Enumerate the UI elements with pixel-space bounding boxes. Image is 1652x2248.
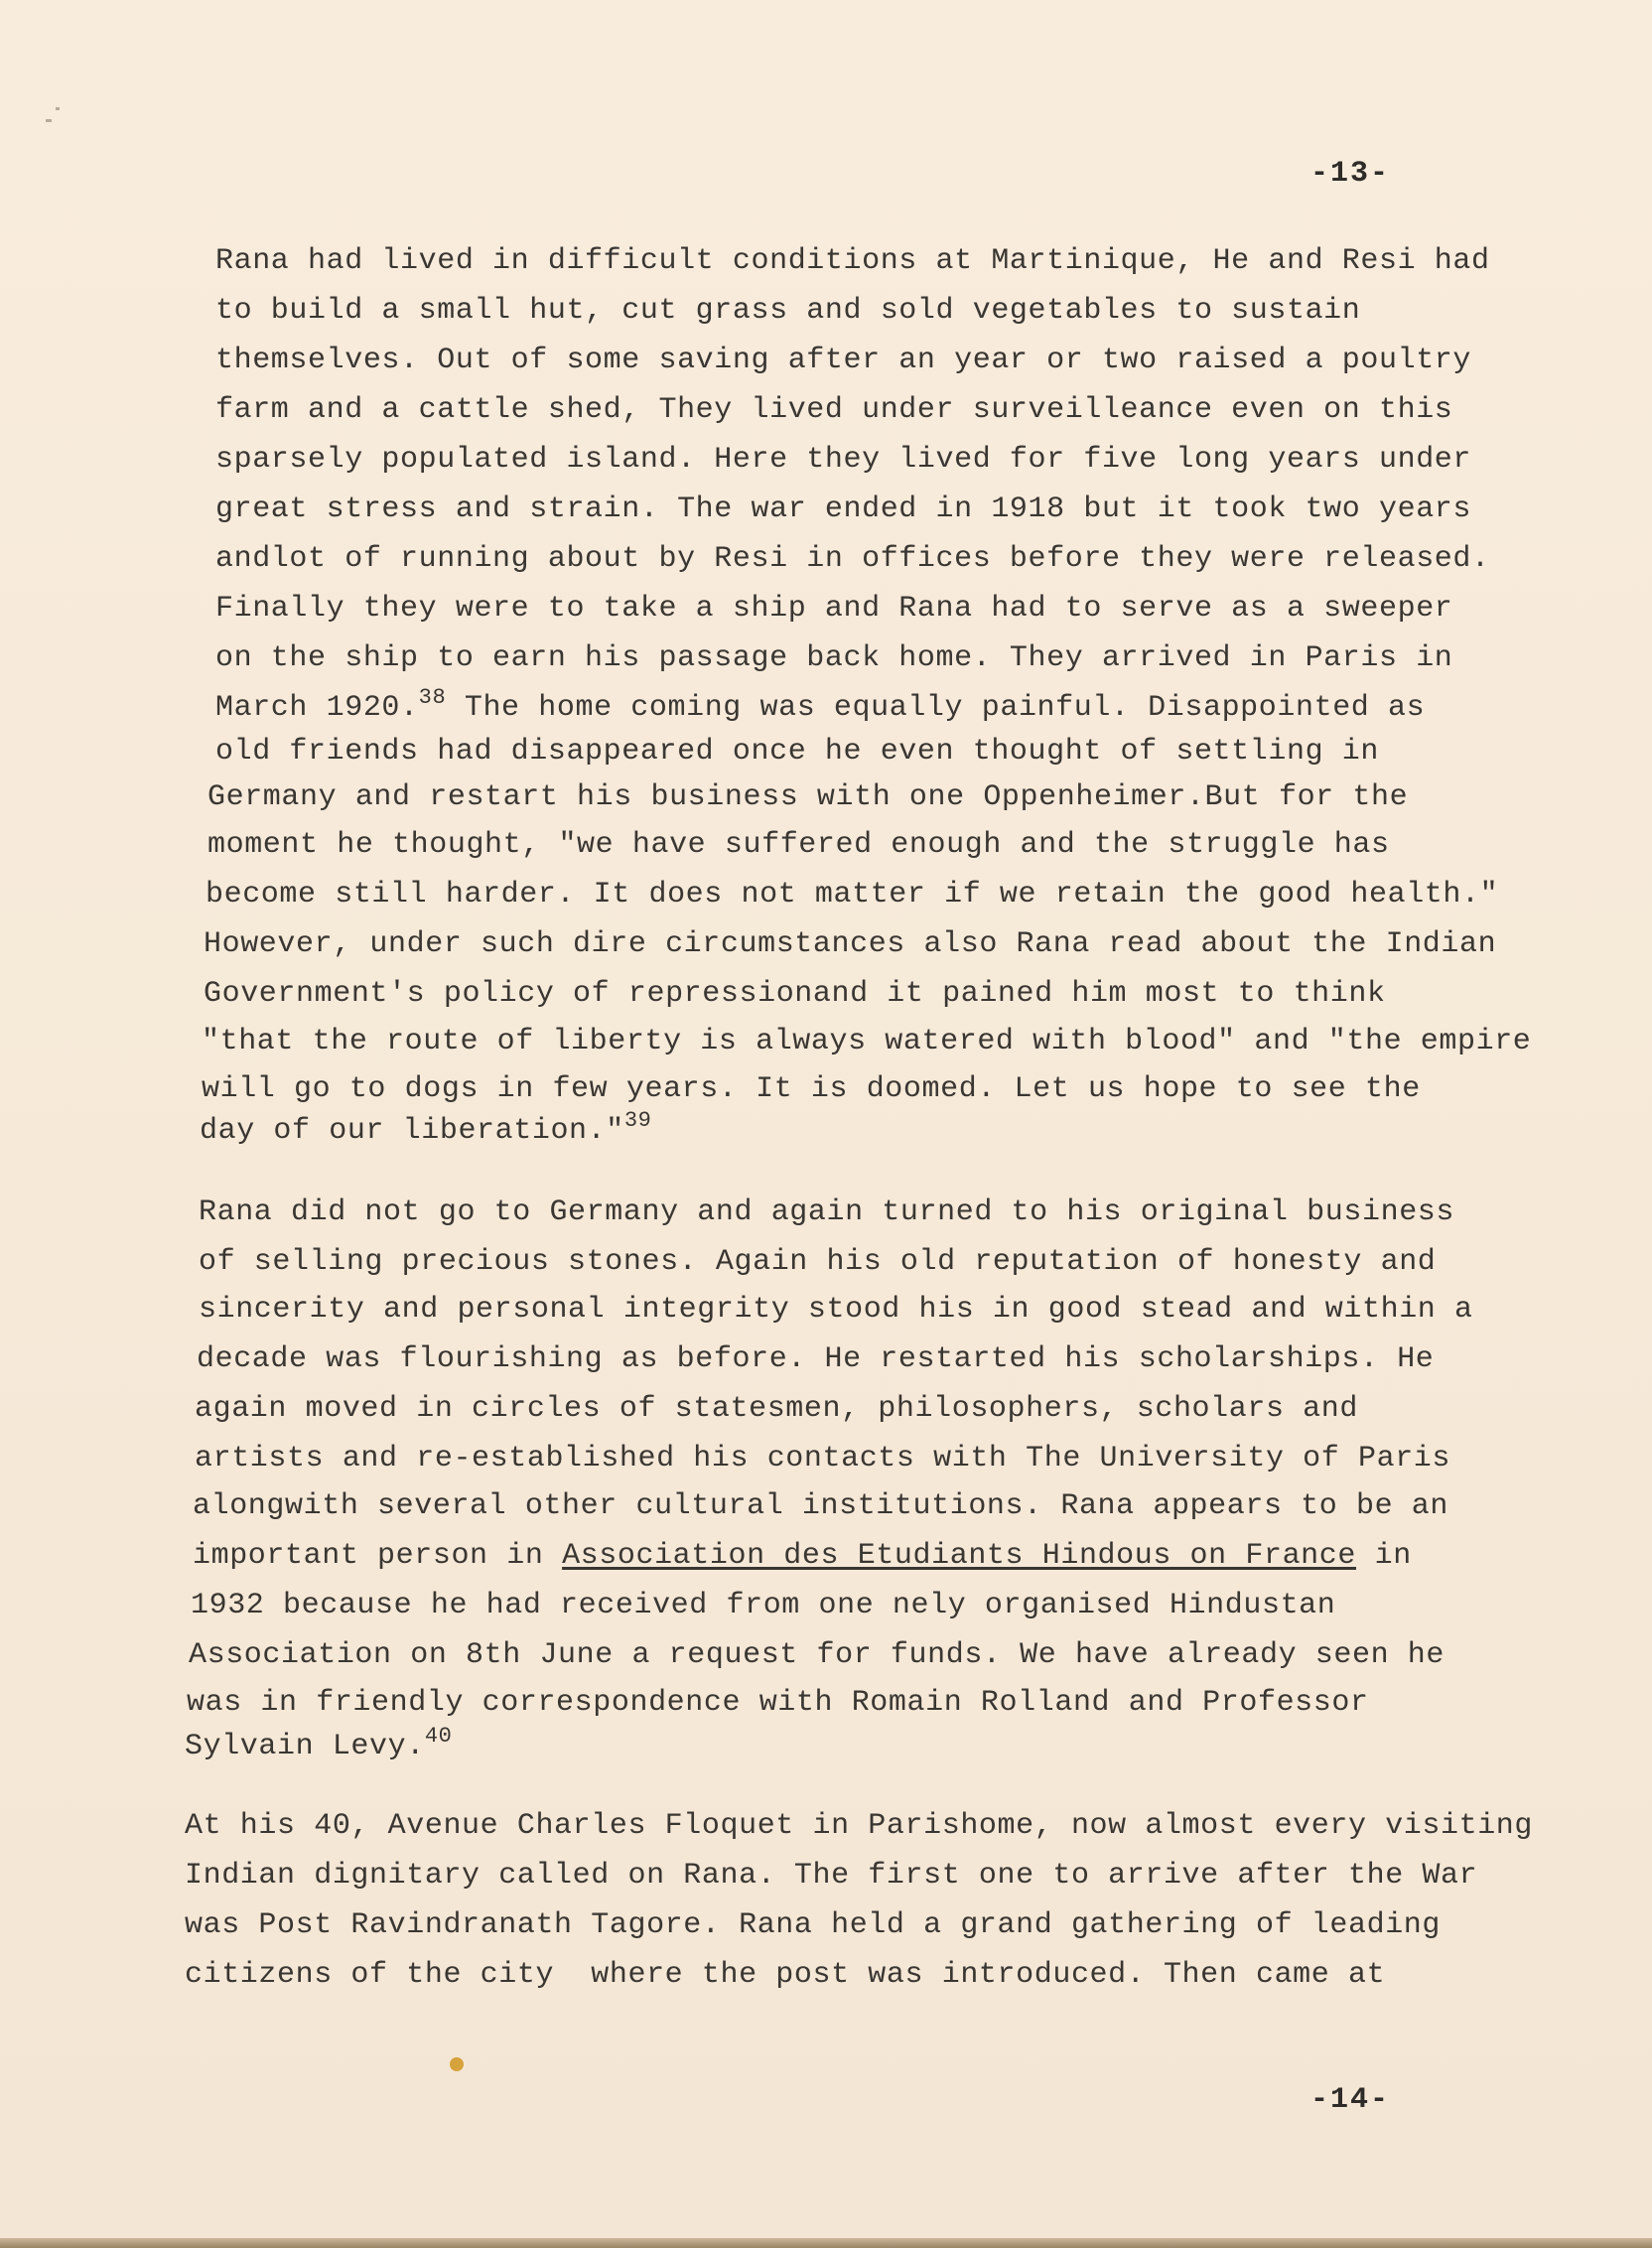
text-line: "that the route of liberty is always watered with blood" and "the empire xyxy=(202,1025,1532,1058)
text-line: Finally they were to take a ship and Rana had to serve as a sweeper xyxy=(215,592,1453,626)
line-text: day of our liberation." xyxy=(200,1114,624,1148)
text-line-with-title xyxy=(193,1539,1412,1573)
footnote-marker: 38 xyxy=(418,685,447,710)
footnote-marker: 39 xyxy=(623,1108,652,1133)
text-line: old friends had disappeared once he even thought of settling in xyxy=(215,735,1379,769)
ink-spot xyxy=(450,2057,464,2071)
text-line-with-footnote xyxy=(200,1108,652,1148)
text-line: Indian dignitary called on Rana. The first one to arrive after the War xyxy=(185,1859,1478,1893)
page-bottom-edge xyxy=(0,2238,1652,2248)
text-line-with-footnote xyxy=(185,1724,453,1763)
text-line: Germany and restart his business with one Oppenheimer.But for the xyxy=(207,780,1409,814)
text-line: again moved in circles of statesmen, philosophers, scholars and xyxy=(195,1392,1358,1426)
margin-speck xyxy=(56,107,60,110)
margin-speck xyxy=(46,119,52,122)
text-line: 1932 because he had received from one nely organised Hindustan xyxy=(191,1589,1336,1622)
text-line: artists and re-established his contacts with The University of Paris xyxy=(195,1442,1450,1475)
page-number-bottom: -14- xyxy=(1310,2083,1391,2117)
text-line: Rana had lived in difficult conditions at Martinique, He and Resi had xyxy=(215,244,1490,278)
text-line: on the ship to earn his passage back home. They arrived in Paris in xyxy=(215,641,1453,675)
text-line: At his 40, Avenue Charles Floquet in Parishome, now almost every visiting xyxy=(185,1809,1534,1843)
footnote-marker: 40 xyxy=(424,1724,453,1749)
text-line: alongwith several other cultural institutions. Rana appears to be an xyxy=(193,1489,1448,1523)
text-line: andlot of running about by Resi in offices before they were released. xyxy=(215,542,1490,576)
page-number-top: -13- xyxy=(1310,157,1391,191)
line-text: March 1920. xyxy=(215,691,419,725)
line-text: in xyxy=(1356,1539,1412,1573)
text-line: of selling precious stones. Again his old reputation of honesty and xyxy=(199,1245,1437,1279)
text-line: citizens of the city where the post was introduced. Then came at xyxy=(185,1958,1386,1992)
text-line: farm and a cattle shed, They lived under surveilleance even on this xyxy=(215,393,1453,427)
text-line: sincerity and personal integrity stood his in good stead and within a xyxy=(199,1293,1473,1327)
line-text: The home coming was equally painful. Disappointed as xyxy=(446,691,1426,725)
text-line: was Post Ravindranath Tagore. Rana held a grand gathering of leading xyxy=(185,1908,1441,1942)
text-line: become still harder. It does not matter if we retain the good health." xyxy=(206,878,1499,912)
text-line-with-footnote xyxy=(215,685,1426,725)
text-line: will go to dogs in few years. It is doomed. Let us hope to see the xyxy=(202,1072,1421,1106)
text-line: moment he thought, "we have suffered enough and the struggle has xyxy=(207,828,1390,862)
text-line: was in friendly correspondence with Romain Rolland and Professor xyxy=(187,1686,1369,1720)
text-line: themselves. Out of some saving after an year or two raised a poultry xyxy=(215,344,1471,377)
text-line: Rana did not go to Germany and again turned to his original business xyxy=(199,1195,1454,1229)
text-line: However, under such dire circumstances also Rana read about the Indian xyxy=(204,927,1497,961)
line-text: important person in xyxy=(193,1539,563,1573)
line-text: Sylvain Levy. xyxy=(185,1730,425,1763)
text-line: sparsely populated island. Here they lived for five long years under xyxy=(215,443,1471,477)
text-line: decade was flourishing as before. He restarted his scholarships. He xyxy=(197,1342,1435,1376)
text-line: to build a small hut, cut grass and sold vegetables to sustain xyxy=(215,294,1361,328)
text-line: Government's policy of repressionand it pained him most to think xyxy=(204,977,1386,1011)
text-line: Association on 8th June a request for funds. We have already seen he xyxy=(189,1638,1445,1672)
underlined-title: Association des Etudiants Hindous on France xyxy=(562,1539,1356,1573)
text-line: great stress and strain. The war ended in 1918 but it took two years xyxy=(215,492,1471,526)
